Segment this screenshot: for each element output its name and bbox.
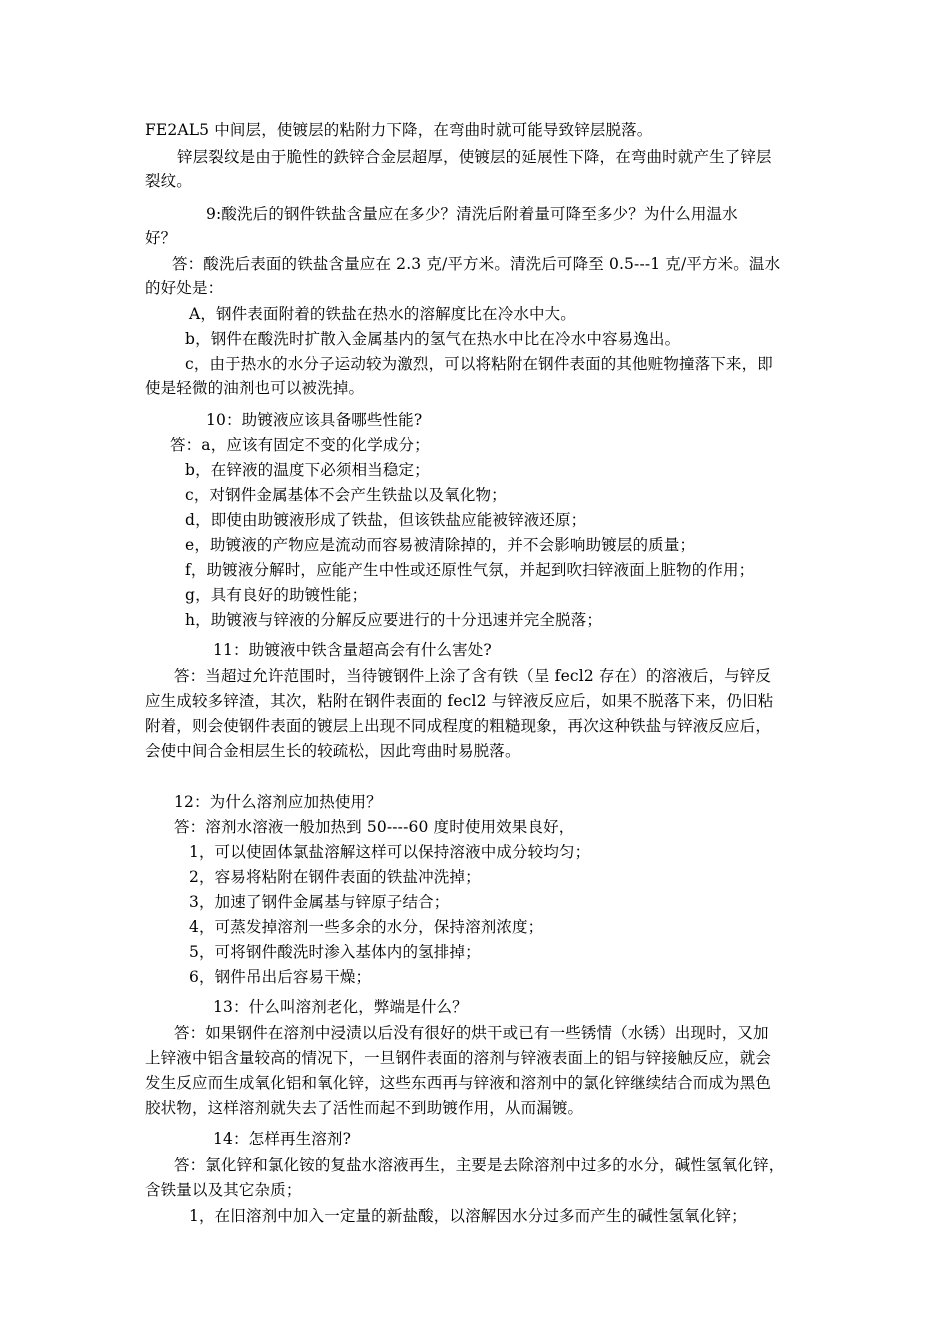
answer-12-item: 1，可以使固体氯盐溶解这样可以保持溶液中成分较均匀；	[189, 843, 591, 861]
answer-13-line: 上锌液中铝含量较高的情况下，一旦钢件表面的溶剂与锌液表面上的铝与锌接触反应，就会	[145, 1049, 772, 1067]
answer-14-line: 含铁量以及其它杂质；	[145, 1181, 302, 1199]
question-13-heading: 13：什么叫溶剂老化，弊端是什么？	[213, 998, 468, 1016]
answer-14-item: 1，在旧溶剂中加入一定量的新盐酸，以溶解因水分过多而产生的碱性氢氧化锌；	[189, 1207, 747, 1225]
answer-11-line: 应生成较多锌渣，其次，粘附在钢件表面的 fecl2 与锌液反应后，如果不脱落下来，仍旧粘	[145, 692, 774, 710]
answer-13-line: 发生反应而生成氧化铝和氧化锌，这些东西再与锌液和溶剂中的氯化锌继续结合而成为黑色	[145, 1074, 772, 1092]
answer-9-item: b，钢件在酸洗时扩散入金属基内的氢气在热水中比在冷水中容易逸出。	[185, 330, 681, 348]
answer-10-item: g，具有良好的助镀性能；	[185, 586, 368, 604]
answer-12-item: 6，钢件吊出后容易干燥；	[189, 968, 372, 986]
answer-9-line: 答：酸洗后表面的铁盐含量应在 2.3 克/平方米。清洗后可降至 0.5---1 克/平方米。温水	[172, 255, 781, 273]
answer-13-line: 答：如果钢件在溶剂中浸渍以后没有很好的烘干或已有一些锈情（水锈）出现时，又加	[174, 1024, 769, 1042]
answer-9-item: 使是轻微的油剂也可以被洗掉。	[145, 379, 365, 397]
question-10-heading: 10：助镀液应该具备哪些性能?	[206, 411, 423, 429]
answer-12-item: 2，容易将粘附在钢件表面的铁盐冲洗掉；	[189, 868, 481, 886]
answer-10-item: b，在锌液的温度下必须相当稳定；	[185, 461, 430, 479]
answer-12-item: 3，加速了钢件金属基与锌原子结合；	[189, 893, 450, 911]
answer-12-line: 答：溶剂水溶液一般加热到 50----60 度时使用效果良好，	[174, 818, 575, 836]
paragraph-line: 裂纹。	[145, 172, 192, 190]
answer-12-item: 5，可将钢件酸洗时渗入基体内的氢排掉；	[189, 943, 481, 961]
answer-10-item: h，助镀液与锌液的分解反应要进行的十分迅速并完全脱落；	[185, 611, 603, 629]
paragraph-line: FE2AL5 中间层，使镀层的粘附力下降，在弯曲时就可能导致锌层脱落。	[145, 121, 653, 139]
answer-10-item: f，助镀液分解时，应能产生中性或还原性气氛，并起到吹扫锌液面上脏物的作用；	[185, 561, 755, 579]
answer-10-item: 答：a，应该有固定不变的化学成分；	[170, 436, 430, 454]
question-11-heading: 11：助镀液中铁含量超高会有什么害处?	[213, 641, 492, 659]
answer-13-line: 胶状物，这样溶剂就失去了活性而起不到助镀作用，从而漏镀。	[145, 1099, 584, 1117]
answer-10-item: e，助镀液的产物应是流动而容易被清除掉的，并不会影响助镀层的质量；	[185, 536, 696, 554]
answer-14-line: 答：氯化锌和氯化铵的复盐水溶液再生，主要是去除溶剂中过多的水分，碱性氢氧化锌，	[174, 1156, 785, 1174]
answer-11-line: 附着，则会使钢件表面的镀层上出现不同成程度的粗糙现象，再次这种铁盐与锌液反应后，	[145, 717, 772, 735]
question-9-heading: 9:酸洗后的钢件铁盐含量应在多少？清洗后附着量可降至多少？为什么用温水	[206, 205, 738, 223]
paragraph-line: 锌层裂纹是由于脆性的鉄锌合金层超厚，使镀层的延展性下降，在弯曲时就产生了锌层	[177, 148, 772, 166]
answer-11-line: 答：当超过允许范围时，当待镀钢件上涂了含有铁（呈 fecl2 存在）的溶液后，与锌反	[174, 667, 772, 685]
answer-9-line: 的好处是：	[145, 279, 224, 297]
answer-10-item: d，即使由助镀液形成了铁盐，但该铁盐应能被锌液还原；	[185, 511, 587, 529]
answer-11-line: 会使中间合金相层生长的较疏松，因此弯曲时易脱落。	[145, 742, 521, 760]
answer-9-item: c，由于热水的水分子运动较为激烈，可以将粘附在钢件表面的其他赃物撞落下来，即	[185, 355, 773, 373]
question-12-heading: 12：为什么溶剂应加热使用？	[174, 793, 382, 811]
answer-9-item: A，钢件表面附着的铁盐在热水的溶解度比在冷水中大。	[189, 305, 576, 323]
question-14-heading: 14：怎样再生溶剂?	[213, 1130, 352, 1148]
question-9-heading: 好？	[145, 229, 177, 247]
answer-12-item: 4，可蒸发掉溶剂一些多余的水分，保持溶剂浓度；	[189, 918, 544, 936]
answer-10-item: c，对钢件金属基体不会产生铁盐以及氧化物；	[185, 486, 507, 504]
